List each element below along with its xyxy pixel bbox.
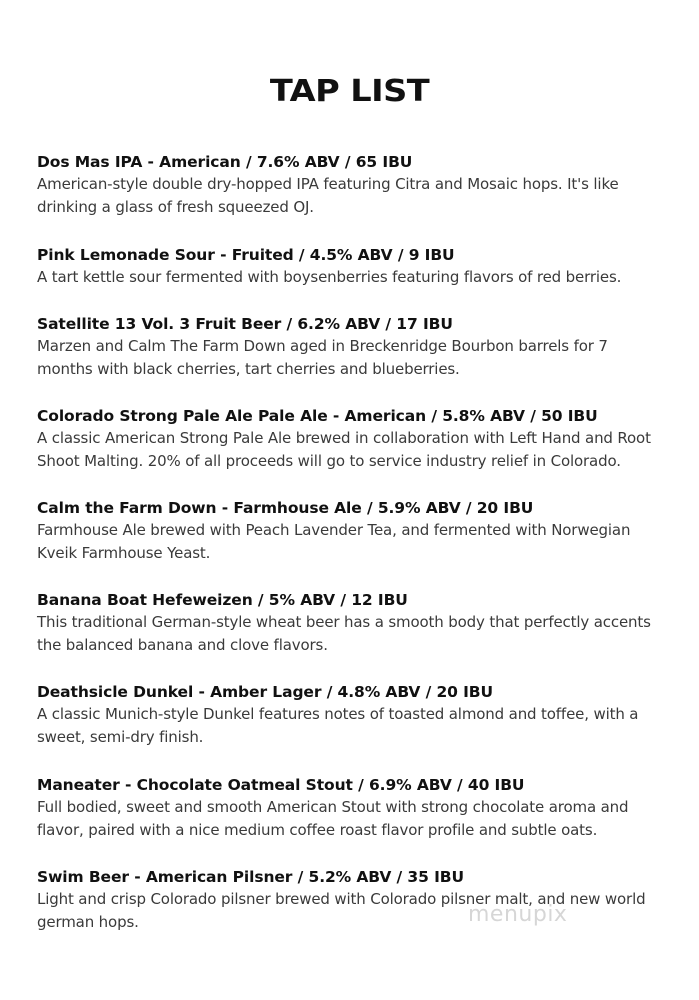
page-title: TAP LIST xyxy=(269,74,430,109)
beer-name: Swim Beer - American Pilsner / 5.2% ABV / 35 IBU xyxy=(37,868,464,886)
beer-item-dos-mas-ipa xyxy=(37,151,667,219)
beer-name: Maneater - Chocolate Oatmeal Stout / 6.9% ABV / 40 IBU xyxy=(37,776,525,794)
beer-name: Satellite 13 Vol. 3 Fruit Beer / 6.2% ABV / 17 IBU xyxy=(37,315,453,333)
beer-name: Dos Mas IPA - American / 7.6% ABV / 65 IBU xyxy=(37,153,413,171)
beer-description: A tart kettle sour fermented with boysenberries featuring flavors of red berries. xyxy=(37,268,622,286)
beer-item-satellite-13 xyxy=(37,313,667,381)
beer-item-maneater-stout xyxy=(37,774,667,842)
beer-description: Light and crisp Colorado pilsner brewed with Colorado pilsner malt, and new world german hops. xyxy=(37,890,646,931)
beer-name: Deathsicle Dunkel - Amber Lager / 4.8% ABV / 20 IBU xyxy=(37,683,493,701)
beer-name: Calm the Farm Down - Farmhouse Ale / 5.9% ABV / 20 IBU xyxy=(37,499,534,517)
beer-description: Marzen and Calm The Farm Down aged in Breckenridge Bourbon barrels for 7 months with black cherries, tart cherries and blueberries. xyxy=(37,337,608,378)
beer-description: A classic Munich-style Dunkel features notes of toasted almond and toffee, with a sweet, semi-dry finish. xyxy=(37,705,639,746)
beer-name: Pink Lemonade Sour - Fruited / 4.5% ABV / 9 IBU xyxy=(37,246,455,264)
beer-name: Banana Boat Hefeweizen / 5% ABV / 12 IBU xyxy=(37,591,408,609)
beer-item-colorado-strong-pale-ale xyxy=(37,405,667,473)
beer-description: This traditional German-style wheat beer has a smooth body that perfectly accents the balanced banana and clove flavors. xyxy=(37,613,651,654)
beer-item-swim-beer xyxy=(37,866,667,934)
beer-description: Full bodied, sweet and smooth American Stout with strong chocolate aroma and flavor, paired with a nice medium coffee roast flavor profile and subtle oats. xyxy=(37,798,629,839)
beer-description: American-style double dry-hopped IPA featuring Citra and Mosaic hops. It's like drinking a glass of fresh squeezed OJ. xyxy=(37,175,619,216)
beer-name: Colorado Strong Pale Ale Pale Ale - American / 5.8% ABV / 50 IBU xyxy=(37,407,598,425)
beer-item-calm-the-farm-down xyxy=(37,497,667,565)
beer-description: Farmhouse Ale brewed with Peach Lavender Tea, and fermented with Norwegian Kveik Farmhouse Yeast. xyxy=(37,521,631,562)
beer-item-banana-boat-hefeweizen xyxy=(37,589,667,657)
beer-item-pink-lemonade-sour xyxy=(37,244,667,289)
beer-description: A classic American Strong Pale Ale brewed in collaboration with Left Hand and Root Shoot Malting. 20% of all proceeds will go to service industry relief in Colorado. xyxy=(37,429,651,470)
watermark-logo: menupix xyxy=(468,902,568,927)
beer-item-deathsicle-dunkel xyxy=(37,681,667,749)
